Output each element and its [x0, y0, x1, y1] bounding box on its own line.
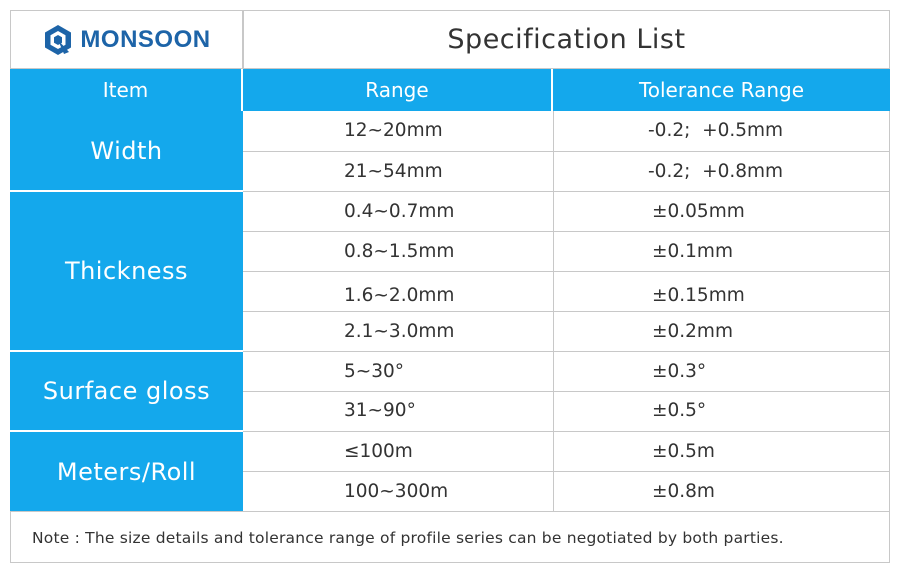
brand-logo [42, 24, 210, 56]
row-divider [243, 231, 890, 232]
header-item: Item [10, 69, 243, 111]
tolerance-cell: ±0.15mm [652, 285, 745, 306]
row-divider [243, 431, 890, 432]
range-cell: 0.8~1.5mm [344, 241, 455, 262]
range-cell: 1.6~2.0mm [344, 285, 455, 306]
range-cell: 31~90° [344, 400, 416, 421]
row-divider [243, 351, 890, 352]
group-label-thickness: Thickness [10, 192, 243, 352]
tolerance-cell: ±0.2mm [652, 321, 733, 342]
row-divider [243, 391, 890, 392]
row-divider [243, 191, 890, 192]
row-divider [243, 311, 890, 312]
header-tolerance: Tolerance Range [553, 69, 890, 111]
tolerance-cell: ±0.05mm [652, 201, 745, 222]
group-label-surface-gloss: Surface gloss [10, 352, 243, 432]
range-cell: 0.4~0.7mm [344, 201, 455, 222]
group-label-width: Width [10, 111, 243, 192]
row-divider [243, 271, 890, 272]
range-cell: ≤100m [344, 441, 413, 462]
tolerance-cell: ±0.3° [652, 361, 707, 382]
page-title: Specification List [243, 10, 890, 69]
row-divider [243, 151, 890, 152]
tolerance-cell: -0.2; +0.8mm [648, 161, 784, 182]
footnote: Note : The size details and tolerance range of profile series can be negotiated by both parties. [10, 511, 890, 563]
logo-cell [10, 10, 243, 69]
tolerance-cell: ±0.1mm [652, 241, 733, 262]
tolerance-cell: -0.2; +0.5mm [648, 120, 784, 141]
range-cell: 21~54mm [344, 161, 443, 182]
range-cell: 2.1~3.0mm [344, 321, 455, 342]
tolerance-cell: ±0.5m [652, 441, 715, 462]
range-cell: 100~300m [344, 481, 449, 502]
tolerance-cell: ±0.8m [652, 481, 715, 502]
tolerance-cell: ±0.5° [652, 400, 707, 421]
range-cell: 5~30° [344, 361, 405, 382]
range-cell: 12~20mm [344, 120, 443, 141]
row-divider [243, 471, 890, 472]
header-range: Range [243, 69, 553, 111]
group-label-meters-roll: Meters/Roll [10, 432, 243, 511]
brand-name: MONSOON [80, 25, 211, 53]
monsoon-logo-icon [42, 24, 74, 56]
